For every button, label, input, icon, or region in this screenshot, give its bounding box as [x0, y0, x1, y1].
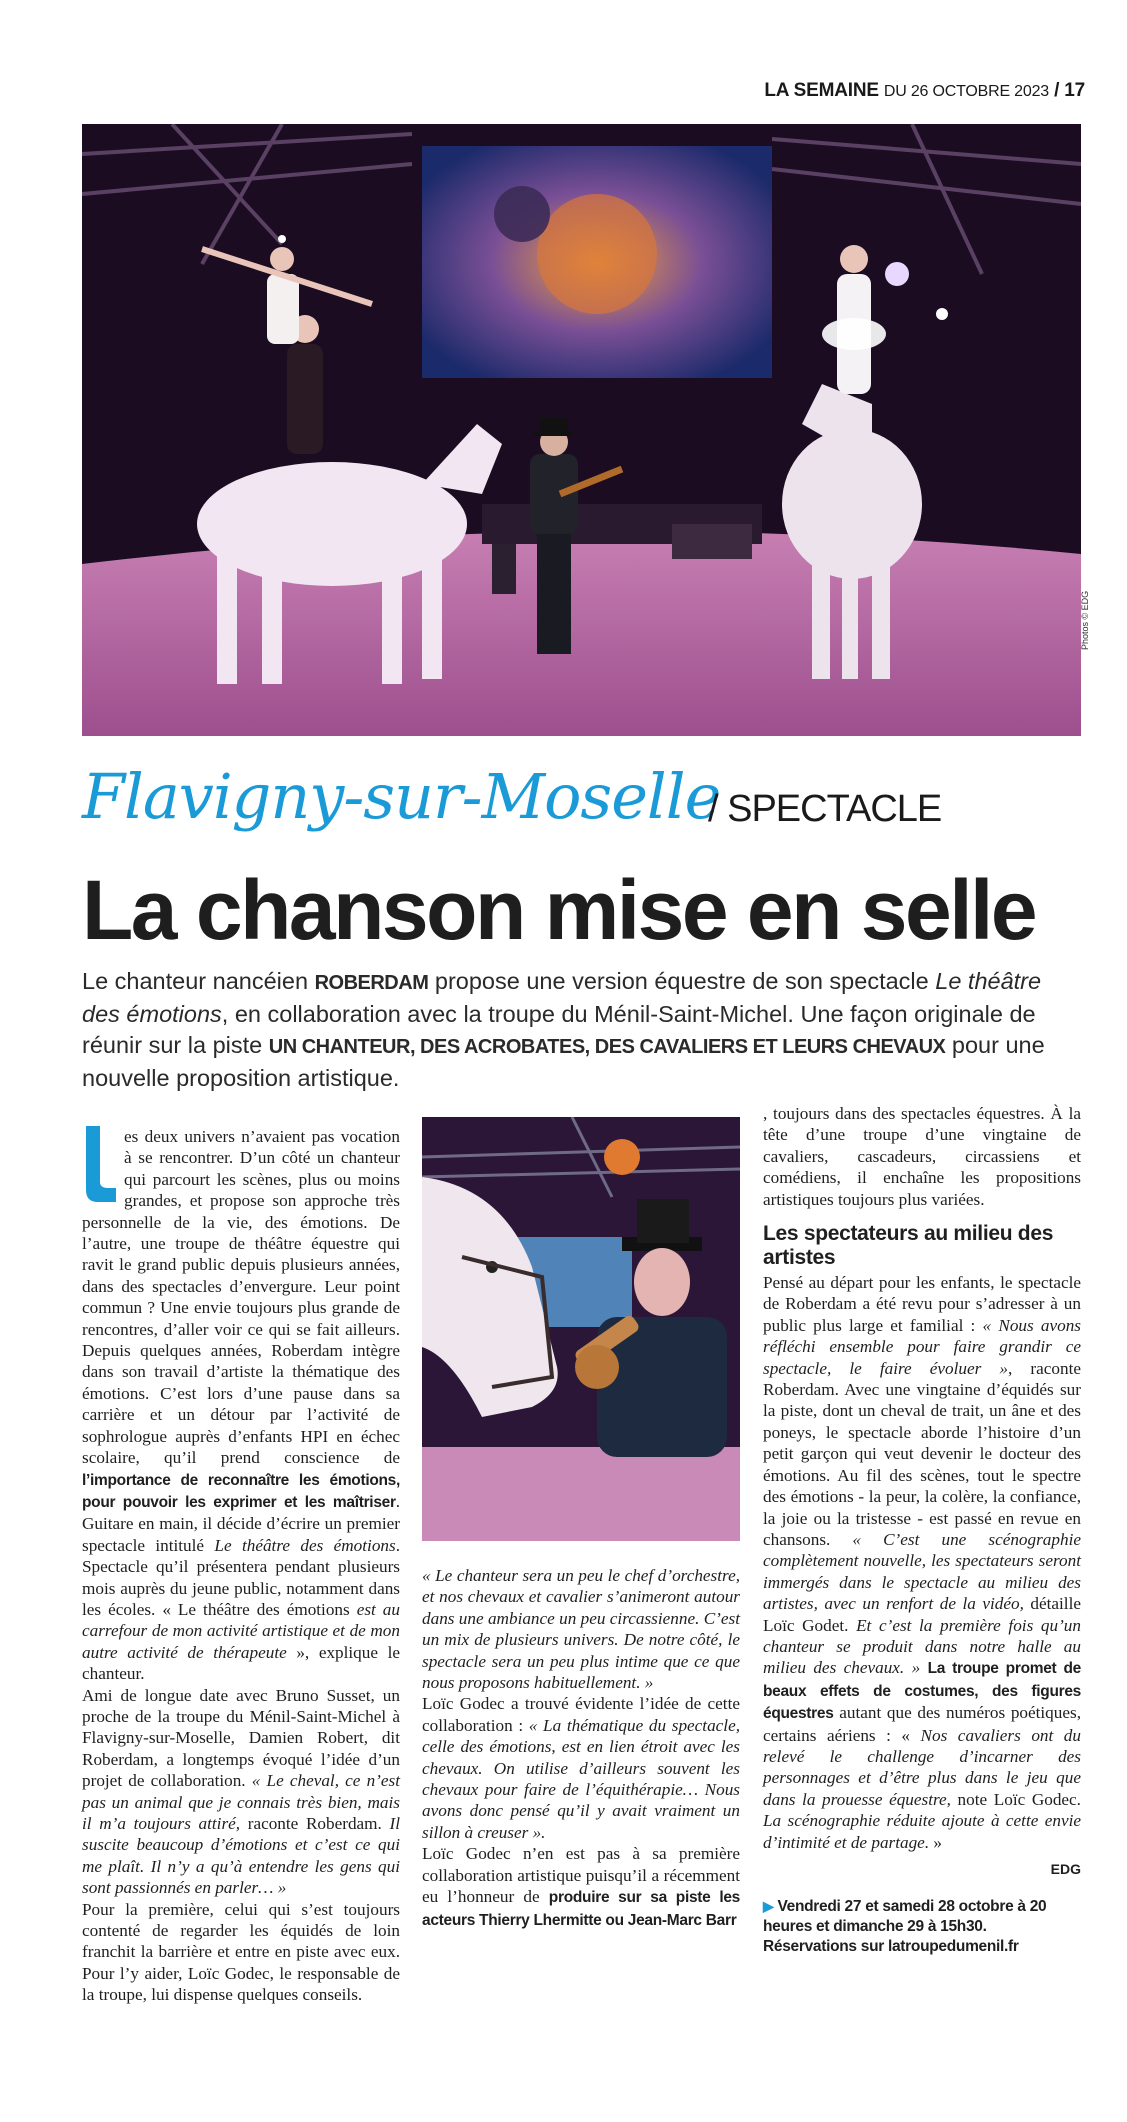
- quote-text: « La thématique du spectacle, celle des émotions, est en lien étroit avec les chevaux. On utilise d’ailleurs souvent les chevaux pour faire de l’équithérapie… Nous avons donc pensé qu’il y avait vraiment un sillon à creuser ».: [422, 1715, 740, 1842]
- practical-info: [763, 1896, 1081, 1957]
- quote-text: « Le cheval, ce n’est pas un animal que je connais très bien, mais il m’a toujours attiré,: [82, 1771, 400, 1833]
- practical-info-text: Vendredi 27 et samedi 28 octobre à 20 heures et dimanche 29 à 15h30. Réservations sur latroupedumenil.fr: [763, 1898, 1047, 1956]
- bold-text: La troupe promet de beaux effets de costumes, des figures équestres: [763, 1660, 1081, 1723]
- section-label: / SPECTACLE: [708, 788, 942, 830]
- text: raconte Roberdam.: [240, 1814, 390, 1833]
- paragraph: [422, 1843, 740, 1931]
- text: », explique le chanteur.: [82, 1642, 400, 1684]
- text: Pour la première, celui qui s’est toujours contenté de regarder les équidés de loin franchit la barrière et entre en piste avec eux. Pour l’y aider, Loïc Godec, le responsable de la troupe, lui dispense quelques conseils.: [82, 1899, 400, 2005]
- paragraph: [82, 1899, 400, 2006]
- lead-text: pour une nouvelle proposition artistique.: [82, 1032, 1045, 1091]
- arrow-icon: ▶: [763, 1898, 774, 1915]
- text: Pensé au départ pour les enfants, le spectacle de Roberdam a été revu pour s’adresser à un public plus large et familial :: [763, 1273, 1081, 1335]
- text: , raconte Roberdam. Avec une vingtaine d’équidés sur la piste, dont un cheval de trait, un âne et des poneys, le spectacle aborde l’histoire d’un petit garçon qui veut devenir le docteur des émotions. Au fil des scènes, tout le spectre des émotions - la peur, la colère, la confiance, la joie ou la tristesse - est passé en revue en chansons.: [763, 1358, 1081, 1549]
- paragraph: [422, 1693, 740, 1843]
- location-kicker: Flavigny-sur-Moselle: [82, 760, 721, 833]
- quote-text: est au carrefour de mon activité artistique et de mon autre activité de thérapeute: [82, 1599, 400, 1662]
- author-signature: EDG: [1050, 1861, 1081, 1877]
- quote-text: « C’est une scénographie complètement nouvelle, les spectateurs seront immergés dans le spectacle au milieu des artistes, avec un renfort de la vidéo,: [763, 1529, 1081, 1614]
- text: es deux univers n’avaient pas vocation à se rencontrer. D’un côté un chanteur qui parcourt les scènes, plus ou moins grandes, et propose son approche très personnelle de la vie, des émotions. De l’autre, une troupe de théâtre équestre qui ravit le grand public depuis plusieurs années, dans des spectacles d’envergure. Leur point commun ? Une envie toujours plus grande de rencontres, d’aller voir ce qui se fait ailleurs. Depuis quelques années, Roberdam intègre dans son travail d’artiste la thématique des émotions. C’est lors d’une pause dans sa carrière et un détour par l’activité de sophrologue auprès d’enfants HPI en échec scolaire, qu’il prend conscience de: [82, 1127, 400, 1468]
- text: , toujours dans des spectacles équestres. À la tête d’une troupe d’une vingtaine de cavaliers, cascadeurs, circassiens et comédiens, il enchaîne les propositions artistiques toujours plus variées.: [763, 1104, 1081, 1209]
- quote-text: Nos cavaliers ont du relevé le challenge d’incarner des personnages et d’être plus dans le jeu que dans la prouesse équestre,: [763, 1725, 1081, 1809]
- text: détaille Loïc Godet.: [763, 1594, 1081, 1635]
- subheading: Les spectateurs au milieu des artistes: [763, 1222, 1054, 1270]
- lead-highlight: UN CHANTEUR, DES ACROBATES, DES CAVALIERS ET LEURS CHEVAUX: [268, 1036, 946, 1058]
- main-photo: [82, 124, 1081, 736]
- text: note Loïc Godec.: [950, 1789, 1081, 1809]
- inset-photo-illustration: [422, 1117, 740, 1541]
- quote-text: « Nous avons réfléchi ensemble pour faire grandir ce spectacle, le faire évoluer »: [763, 1315, 1081, 1378]
- main-photo-illustration: [82, 124, 1081, 736]
- text: [920, 1658, 927, 1677]
- paragraph: [82, 1126, 400, 1685]
- page-number: 17: [1064, 80, 1085, 101]
- article-column-2: [422, 1565, 740, 1931]
- folio-separator: /: [1054, 80, 1060, 101]
- page-folio: [764, 80, 1085, 102]
- drop-cap: [82, 1126, 116, 1202]
- drop-cap-glyph: [82, 1126, 116, 1202]
- bold-text: produire sur sa piste les acteurs Thierry Lhermitte ou Jean-Marc Barr: [422, 1889, 740, 1929]
- quote-text: « Le chanteur sera un peu le chef d’orchestre, et nos chevaux et cavalier s’animeront autour dans une ambiance un peu circassienne. C’est un mix de plusieurs univers. De notre côté, le spectacle sera un peu plus intime que ce que nous proposons habituellement. »: [422, 1566, 740, 1693]
- paragraph: [82, 1685, 400, 1899]
- article-column-1: [82, 1126, 400, 2006]
- paragraph: [763, 1272, 1081, 1853]
- paragraph: [763, 1103, 1081, 1210]
- headline: La chanson mise en selle: [82, 863, 1036, 957]
- quote-text: Il suscite beaucoup d’émotions et c’est ce qui me plaît. Il n’y a qu’à entendre les gens qui sont passionnés en parler… »: [82, 1814, 400, 1898]
- lead-text: propose une version équestre de son spectacle: [428, 968, 936, 994]
- text: autant que des numéros poétiques, certains aériens : «: [763, 1703, 1081, 1745]
- text: Loïc Godec a trouvé évidente l’idée de cette collaboration :: [422, 1694, 740, 1735]
- text: Loïc Godec n’en est pas à sa première collaboration artistique puisqu’il a récemment eu l’honneur de: [422, 1844, 740, 1907]
- text: . Guitare en main, il décide d’écrire un premier spectacle intitulé: [82, 1491, 400, 1555]
- lead-highlight: ROBERDAM: [314, 972, 429, 994]
- bold-text: l’importance de reconnaître les émotions, pour pouvoir les exprimer et les maîtriser: [82, 1471, 400, 1511]
- text: Ami de longue date avec Bruno Susset, un proche de la troupe du Ménil-Saint-Michel à Flavigny-sur-Moselle, Damien Robert, dit Roberdam, a longtemps évoqué l’idée d’un projet de collaboration.: [82, 1685, 400, 1791]
- lead-text: Le chanteur nancéien: [82, 968, 315, 994]
- inset-photo: [422, 1117, 740, 1541]
- issue-date: DU 26 OCTOBRE 2023: [883, 83, 1049, 100]
- lead-show-title: Le théâtre des émotions: [82, 968, 1042, 1027]
- lead-paragraph: [82, 966, 1082, 1094]
- article-column-3: [763, 1103, 1081, 1957]
- publication-name: LA SEMAINE: [764, 80, 879, 101]
- lead-text: , en collaboration avec la troupe du Ménil-Saint-Michel. Une façon originale de réunir sur la piste: [82, 1001, 1036, 1058]
- italic-text: Le théâtre des émotions: [214, 1535, 396, 1555]
- photo-credit: Photos © EDG: [1080, 590, 1090, 650]
- quote-text: La scénographie réduite ajoute à cette envie d’intimité et de partage.: [763, 1811, 1081, 1852]
- quote-text: Et c’est la première fois qu’un chanteur se produit dans notre halle au milieu des chevaux. »: [763, 1615, 1081, 1678]
- text: »: [929, 1832, 943, 1852]
- text: . Spectacle qu’il présentera pendant plusieurs mois auprès du jeune public, notamment dans les écoles. « Le théâtre des émotions: [82, 1535, 400, 1619]
- paragraph: [422, 1565, 740, 1693]
